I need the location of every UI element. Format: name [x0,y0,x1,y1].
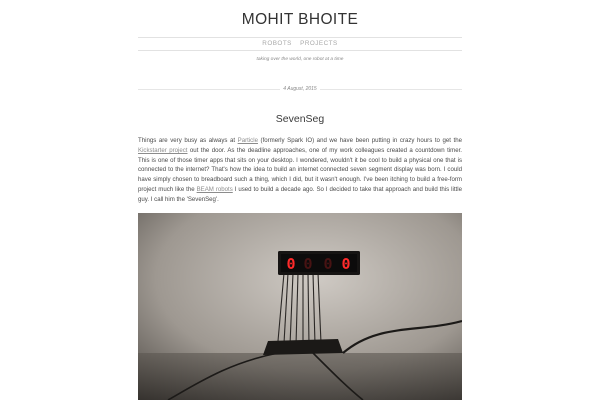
post-body [138,136,462,205]
beam-robots-link[interactable]: BEAM robots [196,185,233,193]
base-board [263,339,343,355]
body-text-3: out the door. As the deadline approaches, one of my work colleagues created a countdown timer. This is one of those timer apps that sits on your desktop. I wondered, wouldn't it be cool to build a physical one that is connected to the internet? That's how the idea to build an internet connected seven segment display was born. I could have simply chosen to breadboard such a thing, which I did, but it wasn't enough. I've been itching to build a free-form project much like the [138,146,463,193]
post-title[interactable]: SevenSeg [275,113,325,125]
body-text-2: (formerly Spark IO) and we have been putting in crazy hours to get the [257,137,462,144]
post-photo[interactable] [138,213,462,400]
nav-item-projects[interactable]: PROJECTS [300,40,338,47]
kickstarter-link[interactable]: Kickstarter project [138,146,188,154]
nav-item-robots[interactable]: ROBOTS [262,40,292,47]
particle-link[interactable]: Particle [237,137,258,144]
post-date-wrap [138,86,462,92]
digit-3: 0 [323,255,333,273]
digit-2: 0 [303,255,313,273]
digit-4: 0 [341,255,351,273]
site-tagline: taking over the world, one robot at a time [256,57,344,62]
main-nav [138,37,462,51]
photo-floor [138,353,462,400]
body-text-1: Things are very busy as always at [138,137,238,144]
sevenseg-photo-illustration [138,213,462,400]
body-text-4: I used to build a decade ago. So I decided to take that approach and build this little guy. I call him the 'SevenSeg'. [138,185,462,203]
post-date: 4 August, 2015 [280,86,319,92]
digit-1: 0 [286,255,296,273]
site-title[interactable]: MOHIT BHOITE [241,11,359,28]
